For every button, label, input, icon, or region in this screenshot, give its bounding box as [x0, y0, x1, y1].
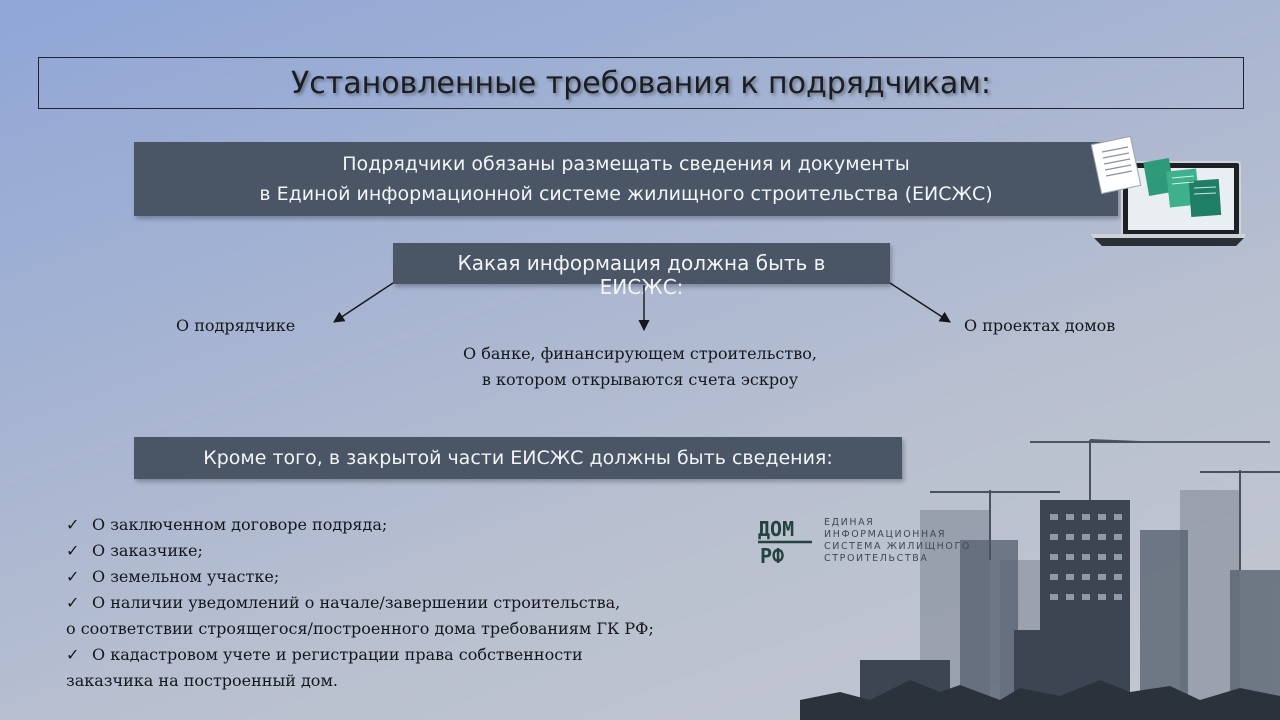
list-item-text: О заключенном договоре подряда; [92, 515, 388, 534]
banner-main-line2: в Единой информационной системе жилищного строительства (ЕИСЖС) [259, 183, 993, 205]
list-item [66, 642, 654, 668]
checkmark-icon: ✓ [66, 593, 80, 612]
logo-line2: ИНФОРМАЦИОННАЯ [824, 529, 947, 540]
list-item [66, 512, 654, 538]
list-item [66, 590, 654, 616]
question-line1: Какая информация должна быть в [457, 251, 826, 275]
branch-bank-line2: в котором открываются счета эскроу [481, 370, 799, 389]
question-line2: ЕИСЖС: [599, 275, 684, 299]
branch-bank [400, 341, 880, 393]
list-item-continuation [66, 668, 654, 694]
logo-caption [824, 517, 971, 565]
list-item-text: о соответствии строящегося/построенного дома требованиям ГК РФ; [66, 619, 654, 638]
branch-projects: О проектах домов [964, 316, 1116, 335]
list-item [66, 538, 654, 564]
banner-main-line1: Подрядчики обязаны размещать сведения и документы [342, 153, 910, 175]
banner-extra: Кроме того, в закрытой части ЕИСЖС должны быть сведения: [134, 437, 902, 479]
checkmark-icon: ✓ [66, 645, 80, 664]
checkmark-icon: ✓ [66, 567, 80, 586]
branch-contractor: О подрядчике [176, 316, 296, 335]
checkmark-icon: ✓ [66, 541, 80, 560]
arrow-right [890, 283, 950, 322]
logo-line4: СТРОИТЕЛЬСТВА [824, 553, 929, 564]
slide-title: Установленные требования к подрядчикам: [38, 57, 1244, 109]
list-item-text: О земельном участке; [92, 567, 280, 586]
arrow-left [334, 283, 393, 322]
banner-main [134, 142, 1118, 216]
list-item-text: заказчика на построенный дом. [66, 671, 338, 690]
svg-text:ДОМ: ДОМ [758, 517, 795, 541]
question-banner [393, 243, 890, 299]
eisjs-logo [758, 516, 971, 566]
checkmark-icon: ✓ [66, 515, 80, 534]
list-item-text: О заказчике; [92, 541, 203, 560]
list-item-text: О наличии уведомлений о начале/завершении строительства, [92, 593, 621, 612]
list-item-continuation [66, 616, 654, 642]
list-item [66, 564, 654, 590]
dom-rf-logo-mark [758, 516, 814, 566]
laptop-documents-icon [1090, 134, 1250, 246]
list-item-text: О кадастровом учете и регистрации права собственности [92, 645, 583, 664]
svg-text:РФ: РФ [760, 544, 785, 566]
branch-bank-line1: О банке, финансирующем строительство, [463, 344, 817, 363]
logo-line1: ЕДИНАЯ [824, 517, 875, 528]
requirements-list [66, 512, 654, 694]
logo-line3: СИСТЕМА ЖИЛИЩНОГО [824, 541, 971, 552]
